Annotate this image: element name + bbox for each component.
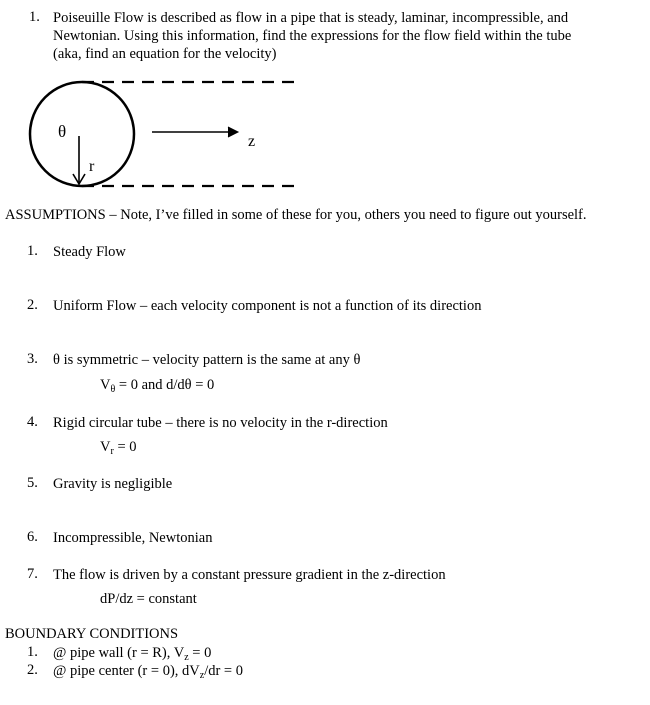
assumption-number: 5. xyxy=(27,475,38,491)
problem-line: (aka, find an equation for the velocity) xyxy=(53,46,277,62)
assumption-number: 6. xyxy=(27,529,38,545)
boundary-number: 2. xyxy=(27,662,38,678)
problem-line: Poiseuille Flow is described as flow in a pipe that is steady, laminar, incompressible, and xyxy=(53,10,569,26)
boundary-number: 1. xyxy=(27,644,38,660)
assumption-text: θ is symmetric – velocity pattern is the same at any θ xyxy=(53,352,361,368)
pipe-cross-section-circle xyxy=(30,82,134,186)
boundary-condition: @ pipe center (r = 0), $dV_z/dr = 0$ xyxy=(53,663,243,681)
assumption-number: 3. xyxy=(27,351,38,367)
assumption-text: Incompressible, Newtonian xyxy=(53,530,213,546)
problem-line: Newtonian. Using this information, find the expressions for the flow field within the tube xyxy=(53,28,572,44)
problem-number: 1. xyxy=(29,9,40,25)
z-axis-arrowhead xyxy=(228,127,238,137)
assumption-number: 4. xyxy=(27,414,38,430)
boundary-condition: @ pipe wall (r = R), $V_z = 0$ xyxy=(53,645,212,663)
assumption-number: 1. xyxy=(27,243,38,259)
theta-label: θ xyxy=(58,122,67,141)
assumptions-heading: ASSUMPTIONS – Note, I’ve filled in some of these for you, others you need to figure out yourself. xyxy=(5,207,587,223)
boundary-heading: BOUNDARY CONDITIONS xyxy=(5,626,179,642)
assumption-number: 2. xyxy=(27,297,38,313)
assumption-text: Gravity is negligible xyxy=(53,476,173,492)
r-label: r xyxy=(89,158,95,175)
assumption-equation: dP/dz = constant xyxy=(100,591,197,607)
assumption-text: The flow is driven by a constant pressure gradient in the z-direction xyxy=(53,567,446,583)
assumption-number: 7. xyxy=(27,566,38,582)
z-label: z xyxy=(248,133,256,150)
assumption-text: Uniform Flow – each velocity component is not a function of its direction xyxy=(53,298,482,314)
assumption-equation: $V_r = 0$ xyxy=(100,439,137,457)
assumption-equation: $V_\theta = 0$ and d/dθ = 0 xyxy=(100,377,215,395)
assumption-text: Steady Flow xyxy=(53,244,126,260)
pipe-diagram xyxy=(0,70,320,195)
assumption-text: Rigid circular tube – there is no velocity in the r-direction xyxy=(53,415,388,431)
